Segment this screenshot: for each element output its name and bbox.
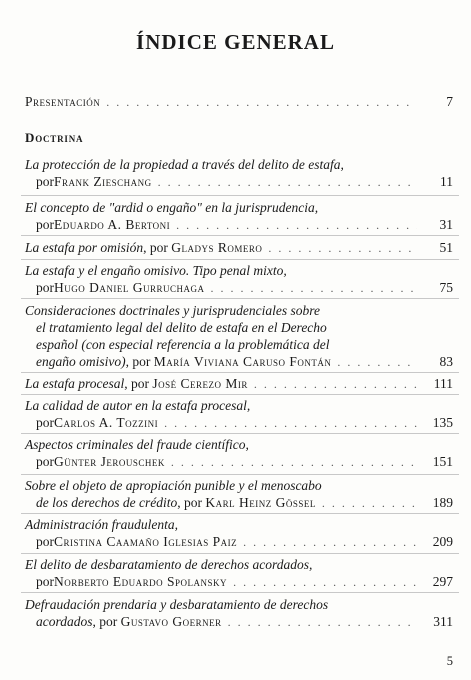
entry-title-line-2: el tratamiento legal del delito de estafa en el Derecho: [36, 320, 327, 335]
toc-entry[interactable]: [25, 375, 453, 393]
entry-page: 31: [439, 217, 453, 232]
entry-author: Frank Zieschang: [54, 174, 152, 189]
entry-prefix: , por: [92, 614, 121, 629]
divider: [21, 592, 459, 593]
entry-title-line-4: engaño omisivo): [36, 354, 126, 369]
toc-entry[interactable]: [25, 477, 453, 512]
entry-title-line-2: acordados: [36, 614, 93, 629]
toc-entry[interactable]: [25, 199, 453, 234]
toc-entry[interactable]: [25, 156, 453, 191]
dot-leader: [268, 240, 417, 257]
dot-leader: [158, 174, 417, 191]
dot-leader: [337, 354, 417, 371]
entry-author: Gustavo Goerner: [120, 614, 222, 629]
entry-page: 75: [439, 280, 453, 295]
entry-prefix: por: [36, 574, 54, 589]
toc-entry[interactable]: [25, 397, 453, 432]
entry-author: Günter Jerouschek: [54, 454, 165, 469]
dot-leader: [243, 534, 417, 551]
divider: [21, 195, 459, 196]
toc-entry[interactable]: [25, 239, 453, 257]
entry-title: El delito de desbaratamiento de derechos acordados,: [25, 557, 313, 572]
dot-leader: [233, 574, 417, 591]
entry-title: Aspectos criminales del fraude científico,: [25, 437, 249, 452]
entry-page: 51: [439, 240, 453, 255]
dot-leader: [164, 415, 417, 432]
entry-prefix: por: [36, 454, 54, 469]
entry-author: Eduardo A. Bertoni: [54, 217, 171, 232]
entry-prefix: por: [36, 280, 54, 295]
entry-author: Norberto Eduardo Spolansky: [54, 574, 228, 589]
entry-page: 135: [432, 415, 453, 430]
entry-page: 189: [432, 495, 453, 510]
dot-leader: [171, 454, 417, 471]
dot-leader: [211, 280, 418, 297]
divider: [21, 372, 459, 373]
divider: [21, 235, 459, 236]
toc-entry[interactable]: [25, 596, 453, 631]
divider: [21, 474, 459, 475]
entry-prefix: por: [36, 534, 54, 549]
entry-page: 209: [432, 534, 453, 549]
entry-author: María Viviana Caruso Fontán: [153, 354, 332, 369]
entry-page: 11: [440, 174, 453, 189]
entry-page: 111: [433, 376, 453, 391]
entry-title-line-3: español (con especial referencia a la problemática del: [36, 337, 330, 352]
divider: [21, 513, 459, 514]
presentation-page: 7: [446, 94, 453, 109]
entry-title-line-1: Consideraciones doctrinales y jurisprudenciales sobre: [25, 303, 320, 318]
presentation-entry[interactable]: [25, 94, 453, 110]
page-title: ÍNDICE GENERAL: [136, 30, 335, 54]
page-number: 5: [446, 654, 453, 668]
entry-prefix: , por: [177, 495, 206, 510]
entry-title: La estafa procesal: [25, 376, 125, 391]
entry-author: Cristina Caamaño Iglesias Paiz: [54, 534, 238, 549]
divider: [21, 394, 459, 395]
entry-title: Administración fraudulenta,: [25, 517, 178, 532]
entry-author: José Cerezo Mir: [152, 376, 248, 391]
divider: [21, 298, 459, 299]
entry-title: La estafa por omisión: [25, 240, 144, 255]
dot-leader: [176, 217, 417, 234]
entry-prefix: , por: [125, 354, 154, 369]
entry-title: La calidad de autor en la estafa procesal,: [25, 398, 251, 413]
entry-title: Sobre el objeto de apropiación punible y el menoscabo: [25, 478, 322, 493]
divider: [21, 259, 459, 260]
entry-title: Defraudación prendaria y desbaratamiento de derechos: [25, 597, 329, 612]
entry-author: Carlos A. Tozzini: [54, 415, 159, 430]
dot-leader: [322, 495, 417, 512]
entry-prefix: por: [36, 415, 54, 430]
entry-page: 297: [432, 574, 453, 589]
entry-title-line-2: de los derechos de crédito: [36, 495, 178, 510]
divider: [21, 553, 459, 554]
entry-author: Karl Heinz Gössel: [205, 495, 316, 510]
entry-prefix: , por: [124, 376, 153, 391]
dot-leader: [254, 376, 417, 393]
toc-entry[interactable]: [25, 436, 453, 471]
toc-entry[interactable]: [25, 516, 453, 551]
section-heading-doctrina: Doctrina: [25, 130, 84, 145]
entry-page: 83: [439, 354, 453, 369]
divider: [21, 433, 459, 434]
toc-entry[interactable]: [25, 262, 453, 297]
entry-prefix: por: [36, 174, 54, 189]
entry-prefix: por: [36, 217, 54, 232]
toc-entry[interactable]: [25, 556, 453, 591]
entry-title: El concepto de "ardid o engaño" en la jurisprudencia,: [25, 200, 319, 215]
entry-page: 151: [432, 454, 453, 469]
dot-leader: [228, 614, 417, 631]
entry-author: Gladys Romero: [171, 240, 263, 255]
presentation-label: Presentación: [25, 94, 101, 109]
entry-title: La estafa y el engaño omisivo. Tipo penal mixto,: [25, 263, 287, 278]
entry-title: La protección de la propiedad a través del delito de estafa,: [25, 157, 344, 172]
entry-page: 311: [433, 614, 453, 629]
toc-entry[interactable]: [25, 302, 453, 371]
dot-leader: [106, 95, 417, 110]
entry-prefix: , por: [143, 240, 172, 255]
entry-author: Hugo Daniel Gurruchaga: [54, 280, 205, 295]
